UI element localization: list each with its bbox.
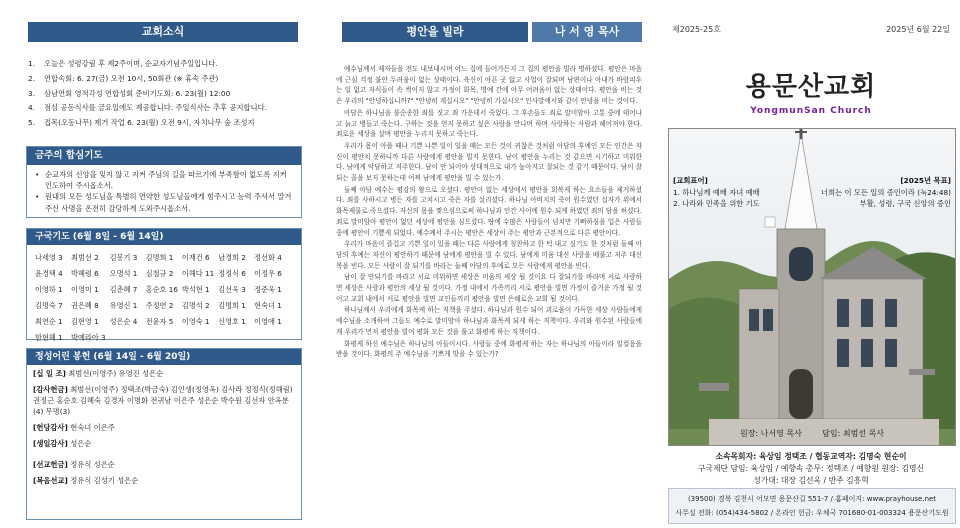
table-cell: 이정우 6: [254, 269, 282, 278]
pastor-line: 원장: 나서영 목사 담임: 최범선 목사: [739, 429, 885, 438]
table-row: [33, 250, 288, 266]
table-cell: 신영호 1: [218, 317, 246, 326]
table-row: [33, 330, 288, 346]
contact-line: 사무실 전화: (054)434-5802 / 온라인 헌금: 우체국 701680-01-003324 용문산기도원: [675, 509, 949, 517]
sermon-title: 평안을 빌라: [342, 22, 528, 42]
table-cell: 한현혜 1: [35, 333, 63, 342]
offering-row: [십 일 조] 최범선(이영주) 유영진 성은순: [33, 369, 164, 378]
sermon-paragraph: 둘째 아담 예수는 평강의 왕으로 오셨다. 평안이 없는 세상에서 평안을 회복케 하는 요소들을 제거하셨다. 죄를 사하시고 병든 자를 고치시고 죽은 자를 살리셨다. 하나님 아버지의 죽어 원수였던 십자가 위에서 화목제물로 죽으셨다. 자신의 몸을 찢으심으로써 하나님과 인간 사이에 원수 되게 하였던 죄의 담을 허셨다. 죄로 말미암아 평안이 없던 세상에 평안을 심으셨다. 땅에 수많은 사람들이 넘치만 기뻐하심을 입은 사람들 중에 평안이 기쁨게 되었다. 예수께서 주시는 평안은 세상이 주는 평안과 근본적으로 다른 평안이다.: [336, 185, 642, 237]
prayer-item: • 순교자의 신앙을 잊지 않고 지켜 주님의 길을 따르기에 부족함이 없도록 지켜 인도하여 주시옵소서.: [35, 169, 293, 191]
table-cell: 김춘혜 7: [109, 285, 138, 294]
table-cell: 김현영 1: [71, 317, 99, 326]
sermon-paragraph: 우리가 몸이 아플 때나 기쁜 나쁜 일이 일을 때는 모든 것이 귀찮은 것처럼 아담의 후예인 모든 인간은 자신이 평안치 못하니까 다른 사람에게 평안을 빌지 못한다. 남이 평안을 누리는 것 같으면 시기하고 미워한다. 남에게 악담하고 저주한다. 남이 안 되어야 상대적으로 내가 높아지고 잘되는 것 같기 때문이다. 남이 잘되는 꼴을 보지 못하는데 어찌 남에게 평안을 빌 수 있는가.: [336, 141, 642, 183]
table-cell: 홍순호 16: [145, 285, 178, 294]
address-line: (39500) 경북 김천시 어모면 용문산길 551-7 / 홈페이지: www.prayhouse.net: [687, 495, 937, 503]
table-cell: 심철규 2: [145, 269, 174, 278]
news-item: 5. 접목(오동나무) 제거 작업 6. 23(월) 오전 9시, 자치나무 숲 조성지: [28, 118, 255, 128]
church-photo: [668, 128, 956, 446]
offering-row: [복음선교] 정유식 김성기 성은순: [33, 476, 139, 485]
left-panel: [0, 0, 318, 528]
table-cell: [108, 330, 144, 346]
district-header: 구국기도 (6월 8일 - 6월 14일): [27, 229, 301, 245]
table-cell: 김명희 1: [145, 253, 174, 262]
table-cell: 김명숙 7: [35, 301, 63, 310]
table-row: [33, 282, 288, 298]
table-cell: 박혜령 6: [71, 269, 99, 278]
sermon-panel: [322, 0, 652, 528]
table-row: [33, 298, 288, 314]
offering-row: [헌당감사] 현숙녀 이은주: [33, 423, 115, 432]
offering-row: [생일감사] 성은순: [33, 439, 92, 448]
table-cell: 최범선 2: [71, 253, 99, 262]
sermon-paragraph: 남이 잘 안되기를 바라고 서로 미워하면 세상은 미움의 세상 될 것이요 다 잘되기를 바라며 서로 사랑하면 세상은 사랑과 평안의 세상 될 것이다. 가정 내에서 가족끼리 서로 평안을 빌면 가정이 즐거운 가정 될 것이고 교회 내에서 서로 평안을 빌면 교인들끼리 평안을 빌면 은혜로운 교회 될 것이다.: [336, 273, 642, 303]
news-item: 1. 오늘은 성령강림 후 제2주이며, 순교자기념주일입니다.: [28, 59, 218, 68]
motto-overlay: [669, 175, 955, 210]
church-name: 용문산교회: [745, 72, 877, 102]
table-cell: 김명석 2: [181, 301, 210, 310]
issue-number: 제2025-25호: [672, 25, 721, 34]
news-item: 2. 연합속회: 6. 27(금) 오전 10시, 50회관 (※ 휴속 주관): [28, 73, 219, 83]
table-cell: 윤경택 4: [35, 269, 63, 278]
table-cell: 이해다 11: [181, 269, 215, 278]
news-item: 3. 삼남연회 영적각성 연합성회 준비기도회: 6. 23(월) 12:00: [28, 88, 231, 98]
church-motto: [교회표어] 1. 하나님께 예배 자녀 예배 2. 나라와 민족을 위한 기도: [673, 176, 760, 209]
table-cell: 성은순 4: [109, 317, 138, 326]
table-cell: 유영신 1: [109, 301, 138, 310]
table-cell: 김명희 1: [218, 301, 246, 310]
news-list: [28, 57, 316, 131]
offering-header: 정성어린 봉헌 (6월 14일 - 6월 20일): [27, 349, 301, 365]
table-cell: 김봉기 3: [109, 253, 138, 262]
table-cell: 이영애 1: [254, 317, 282, 326]
issue-date: 2025년 6월 22일: [886, 25, 950, 34]
table-cell: 남경희 2: [218, 253, 246, 262]
sermon-paragraph: 하나님께서 우리에게 화목케 하는 직책을 주셨다. 하나님과 원수 되어 괴로움이 가득한 세상 사람들에게 예수님을 소개하여 그들도 예수로 말미암아 하나님과 화목케 되게 하는 직책이다. 우리와 원수된 사람들에게 우리가 먼저 평안을 빌어 평화 모든 것을 풀고 화평케 하는 직책이다.: [336, 306, 642, 336]
prayer-box: [26, 146, 302, 218]
yearly-goal: [2025년 목표] 너희는 이 모든 일의 증인이라 (눅24:48) 부활, 성령, 구국 신앙의 증인: [821, 176, 951, 209]
table-cell: 이영숙 1: [181, 317, 210, 326]
table-row: [33, 314, 288, 330]
news-header: 교회소식: [28, 22, 298, 42]
offering-box: [26, 348, 302, 520]
table-cell: 주정연 2: [145, 301, 174, 310]
district-table: [33, 250, 288, 346]
sermon-paragraph: 우리가 마음이 즐겁고 기쁜 일이 있을 때는 다른 사람에게 칭찬하고 한 턱 내고 싶기도 한 것처럼 둘째 아담의 후예는 자신이 평안하기 때문에 남에게 평안을 빌 수 있다. 남에게 미움 대신 사랑을 베풀고 저주 대신 복을 빈다. 모든 사람이 잘 되기를 바라는 둘째 아담의 후예로 모든 사람에게 평안을 빈다.: [336, 240, 642, 270]
staff-line-1: 소속목회자: 육상임 정택조 / 협동교역자: 김명숙 현순이: [715, 452, 907, 461]
offering-row: [감사헌금] 최범선(이영주) 정택조(박금숙) 김인생(정영옥) 김사라 정정식(정해림) 권정근 홍순호 김혜숙 김경자 이명화 전귀남 이은주 성은순 박수원 김선자 안옥분(4) 무명(3): [33, 385, 293, 416]
sermon-paragraph: 예수님께서 제자들을 전도 내보내시며 어느 집에 들어가든지 그 집의 평안을 빌라 명하셨다. 평안은 마음에 근심 걱정 불안 두려움이 없는 상태이다. 육신이 아픈 곳 없고 사업이 잘되며 남편이나 아내가 바람피우는 일 없고 자식들이 속 썩이지 않고 가정이 화목, 명예 간에 아무 어려움이 없는 상태이다. 평안을 비는 것은 우리의 "안녕하십니까?" "안녕히 계십시오" "안녕히 가십시오" 인사말에서와 같이 안녕을 비는 것이다.: [336, 65, 642, 106]
staff-line-2: 구국제단 담임: 육상임 / 예향속 총무: 정택조 / 예향원 원장: 김명신: [697, 464, 925, 473]
table-cell: 전윤자 5: [145, 317, 174, 326]
sermon-body: [336, 64, 642, 361]
table-cell: [252, 330, 288, 346]
table-cell: 정정식 6: [218, 269, 246, 278]
table-cell: 오명석 1: [109, 269, 138, 278]
table-cell: 박예라아 3: [71, 333, 106, 342]
table-cell: [144, 330, 180, 346]
table-cell: [216, 330, 252, 346]
table-cell: 최연순 1: [35, 317, 63, 326]
prayer-header: 금주의 합심기도: [27, 147, 301, 165]
table-cell: 박석현 1: [181, 285, 210, 294]
table-cell: 정선화 4: [254, 253, 282, 262]
staff-line-3: 성가대: 대장 김선욱 / 반주 김흥혁: [753, 476, 869, 485]
table-cell: 김선욱 3: [218, 285, 246, 294]
table-cell: 나세영 3: [35, 253, 63, 262]
table-cell: [180, 330, 216, 346]
sermon-author: 나 서 영 목사: [532, 22, 642, 42]
district-box: [26, 228, 302, 340]
table-cell: 현숙녀 1: [254, 301, 282, 310]
table-row: [33, 266, 288, 282]
table-cell: 이재건 6: [181, 253, 210, 262]
table-cell: 정준욱 1: [254, 285, 282, 294]
offering-list: [27, 365, 301, 494]
sermon-paragraph: 화평케 하신 예수님은 하나님의 아들이시다. 사람들 중에 화평케 하는 자는 하나님의 아들이라 일컬음을 받을 것이다. 화평의 주 예수님을 기쁘게 맞을 수 있는가?: [336, 339, 642, 359]
offering-row: [선교헌금] 정유식 성은순: [33, 460, 115, 469]
prayer-list: [27, 165, 301, 218]
prayer-item: • 원내의 모든 성도님을 특별히 연약한 성도님들에게 힘주시고 능력 주셔서 말겨 주신 사명을 온전히 감당하게 도와주시옵소서.: [35, 191, 293, 213]
cover-panel: [662, 0, 960, 528]
table-cell: 이영미 1: [71, 285, 99, 294]
table-cell: 권은혜 8: [71, 301, 99, 310]
address-box: [668, 488, 956, 524]
table-cell: 이영하 1: [35, 285, 63, 294]
church-english-name: YongmunSan Church: [750, 106, 872, 116]
sermon-paragraph: 아담은 하나님을 불순종한 죄를 짓고 죄 가운데서 죽었다. 그 후손들도 죄로 말미암아 고통 중에 태어나고 늙고 병들고 죽는다. 구하는 것을 얻지 못하고 싶은 사람을 만나며 하며 사랑하는 사람과 헤어져야 한다. 죄로운 세상을 살며 평안을 누리지 못하고 죽는다.: [336, 108, 642, 139]
news-item: 4. 점심 공동식사를 금요일에도 제공합니다. 주일식사는 추후 공지합니다.: [28, 103, 267, 113]
